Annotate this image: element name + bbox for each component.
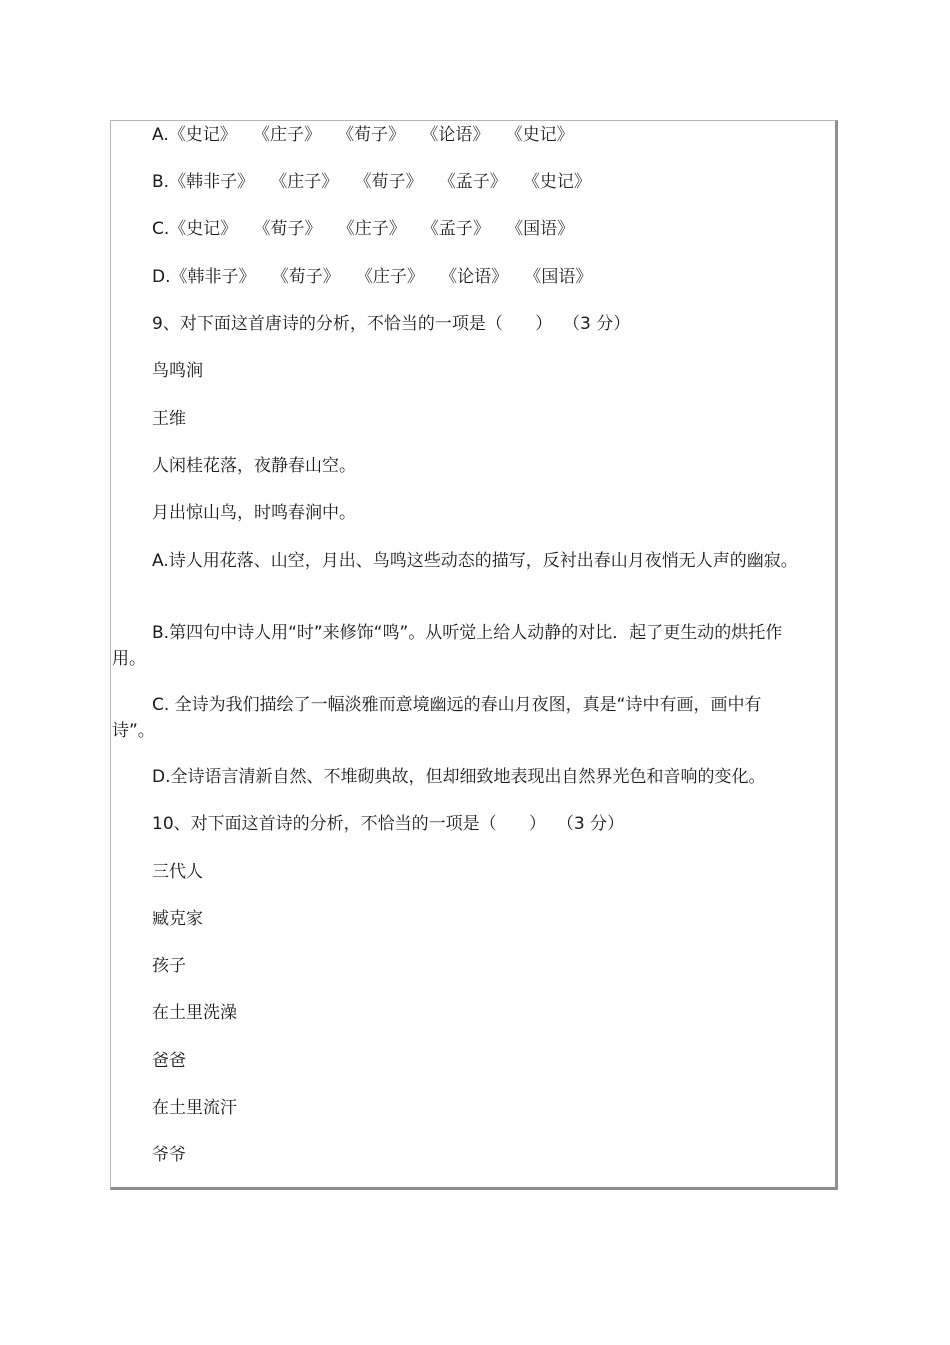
q9-option-a: A.诗人用花落、山空，月出、鸟鸣这些动态的描写，反衬出春山月夜悄无人声的幽寂。 [152,551,798,571]
q9-poem-line-1: 人闲桂花落，夜静春山空。 [152,456,356,476]
q10-poem-line-1: 孩子 [152,956,186,976]
q9-question: 9、对下面这首唐诗的分析，不恰当的一项是（ ） （3 分） [152,314,631,334]
q9-option-c: C. 全诗为我们描绘了一幅淡雅而意境幽远的春山月夜图，真是“诗中有画，画中有诗”。 [112,695,762,741]
q10-poem-line-4: 在土里流汗 [152,1098,237,1118]
q10-poem-line-2: 在土里洗澡 [152,1003,237,1023]
q9-poem-line-2: 月出惊山鸟，时鸣春涧中。 [152,503,356,523]
q8-option-b: B.《韩非子》 《庄子》 《荀子》 《孟子》 《史记》 [152,172,591,192]
q8-option-c: C.《史记》 《荀子》 《庄子》 《孟子》 《国语》 [152,219,575,239]
q10-poem-line-3: 爸爸 [152,1051,186,1071]
q9-poem-title: 鸟鸣涧 [152,361,203,381]
q8-option-d: D.《韩非子》 《荀子》 《庄子》 《论语》 《国语》 [152,267,593,287]
q9-option-d: D.全诗语言清新自然、不堆砌典故，但却细致地表现出自然界光色和音响的变化。 [152,767,766,787]
q9-poem-author: 王维 [152,409,186,429]
q10-question: 10、对下面这首诗的分析，不恰当的一项是（ ） （3 分） [152,814,625,834]
q10-poem-line-5: 爷爷 [152,1145,186,1165]
q8-option-a: A.《史记》 《庄子》 《荀子》 《论语》 《史记》 [152,125,574,145]
q10-poem-author: 臧克家 [152,909,203,929]
q10-poem-title: 三代人 [152,862,203,882]
q9-option-b: B.第四句中诗人用“时”来修饰“鸣”。从听觉上给人动静的对比．起了更生动的烘托作用。 [112,623,783,669]
